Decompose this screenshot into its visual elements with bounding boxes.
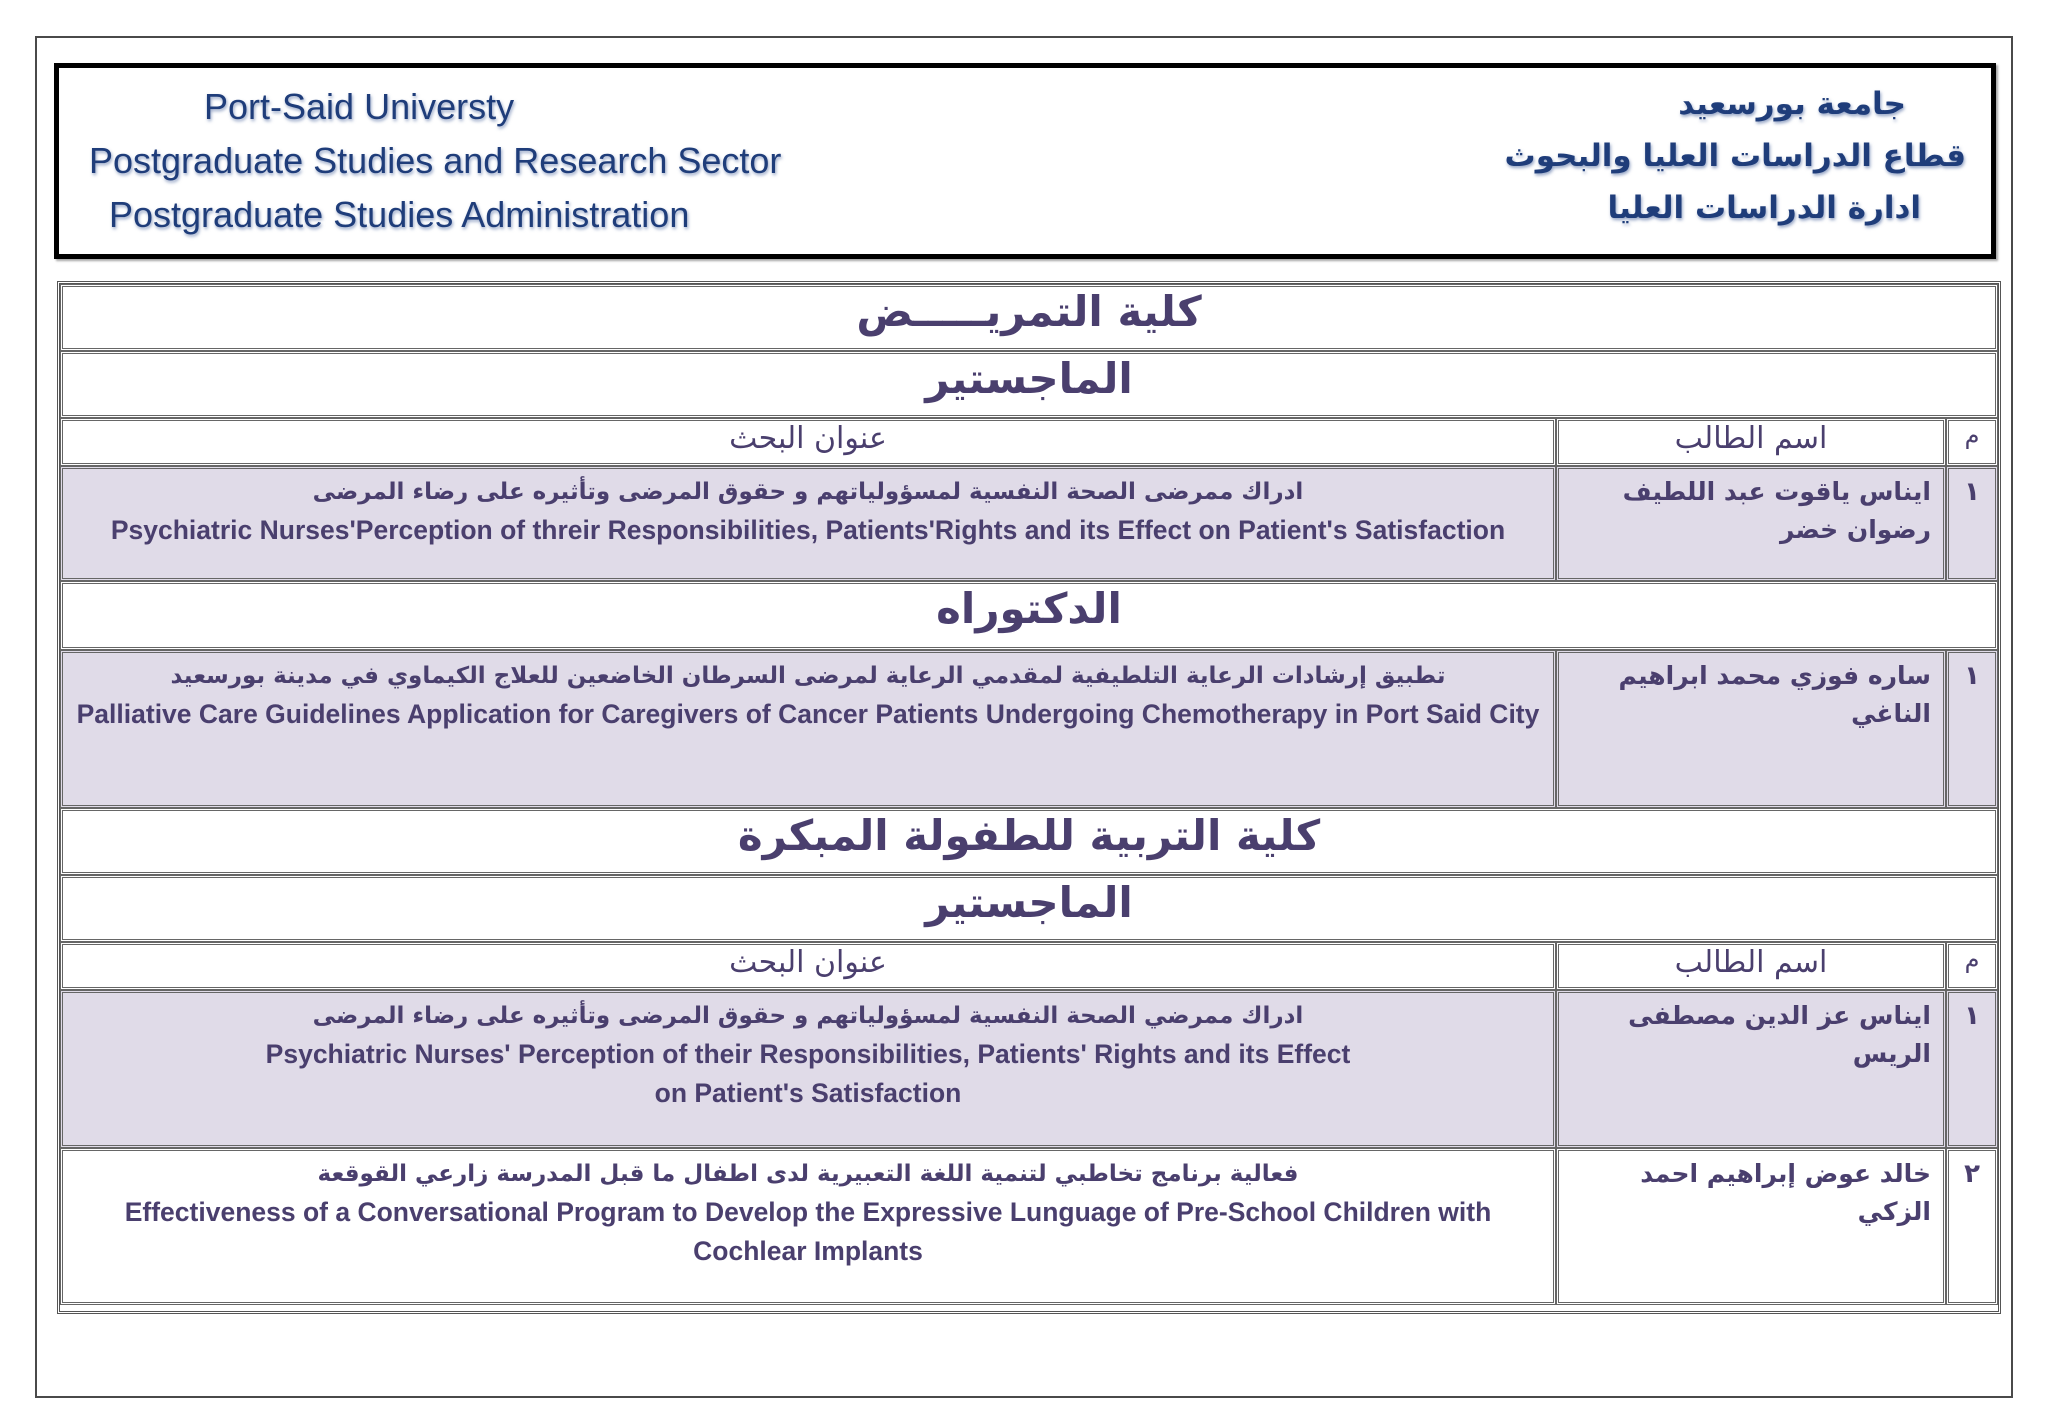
column-header-row xyxy=(60,418,1998,466)
faculty-row xyxy=(60,284,1998,351)
table-row xyxy=(60,466,1998,581)
research-title-english-line1: Psychiatric Nurses' Perception of their Responsibilities, Patients' Rights and its Effect xyxy=(265,1039,1351,1069)
results-table-container xyxy=(57,281,2001,1314)
table-row xyxy=(60,1148,1998,1305)
research-title xyxy=(60,650,1556,808)
research-title-arabic: ادراك ممرضي الصحة النفسية لمسؤولياتهم و حقوق المرضى وتأثيره على رضاء المرضى xyxy=(312,1003,1304,1029)
column-header-student-name: اسم الطالب xyxy=(1556,418,1946,466)
research-title-english: Psychiatric Nurses'Perception of threir Responsibilities, Patients'Rights and its Effect on Patient's Satisfaction xyxy=(110,515,1506,545)
faculty-name: كلية التربية للطفولة المبكرة xyxy=(60,808,1998,875)
sector-name-ar: قطاع الدراسات العليا والبحوث xyxy=(1504,138,1966,174)
degree-name: الماجستير xyxy=(60,875,1998,942)
student-name: ايناس عز الدين مصطفى الريس xyxy=(1556,990,1946,1148)
research-title-english: Palliative Care Guidelines Application for Caregivers of Cancer Patients Undergoing Chemotherapy in Port Said City xyxy=(76,699,1540,729)
research-title-arabic: ادراك ممرضى الصحة النفسية لمسؤولياتهم و حقوق المرضى وتأثيره على رضاء المرضى xyxy=(312,479,1304,505)
letterhead-english xyxy=(59,80,839,242)
research-title-english: Effectiveness of a Conversational Program to Develop the Expressive Lunguage of Pre-School Children with Cochlear Implants xyxy=(124,1197,1492,1266)
degree-row xyxy=(60,581,1998,650)
column-header-index: م xyxy=(1946,942,1998,990)
research-title-arabic: تطبيق إرشادات الرعاية التلطيفية لمقدمي الرعاية لمرضى السرطان الخاضعين للعلاج الكيماوي في مدينة بورسعيد xyxy=(170,663,1446,689)
letterhead-arabic xyxy=(1446,78,1966,234)
student-name: ايناس ياقوت عبد اللطيف رضوان خضر xyxy=(1556,466,1946,581)
faculty-name: كلية التمريـــــض xyxy=(60,284,1998,351)
administration-name-en: Postgraduate Studies Administration xyxy=(109,194,690,235)
faculty-row xyxy=(60,808,1998,875)
research-title xyxy=(60,1148,1556,1305)
student-name: ساره فوزي محمد ابراهيم الناغي xyxy=(1556,650,1946,808)
entry-index: ١ xyxy=(1946,990,1998,1148)
column-header-student-name: اسم الطالب xyxy=(1556,942,1946,990)
table-row xyxy=(60,990,1998,1148)
column-header-research-title: عنوان البحث xyxy=(60,942,1556,990)
research-title xyxy=(60,990,1556,1148)
student-name: خالد عوض إبراهيم احمد الزكي xyxy=(1556,1148,1946,1305)
degree-name: الدكتوراه xyxy=(60,581,1998,650)
research-title-arabic: فعالية برنامج تخاطبي لتنمية اللغة التعبيرية لدى اطفال ما قبل المدرسة زارعي القوقعة xyxy=(317,1161,1299,1187)
column-header-research-title: عنوان البحث xyxy=(60,418,1556,466)
degree-row xyxy=(60,351,1998,418)
entry-index: ١ xyxy=(1946,466,1998,581)
sector-name-en: Postgraduate Studies and Research Sector xyxy=(89,140,782,181)
degree-name: الماجستير xyxy=(60,351,1998,418)
research-title-english-line2: on Patient's Satisfaction xyxy=(654,1078,962,1108)
letterhead xyxy=(54,63,1996,259)
university-name-en: Port-Said Universty xyxy=(204,86,515,127)
column-header-index: م xyxy=(1946,418,1998,466)
results-table xyxy=(60,284,1998,1305)
column-header-row xyxy=(60,942,1998,990)
entry-index: ١ xyxy=(1946,650,1998,808)
university-name-ar: جامعة بورسعيد xyxy=(1678,86,1906,122)
degree-row xyxy=(60,875,1998,942)
administration-name-ar: ادارة الدراسات العليا xyxy=(1607,190,1921,226)
entry-index: ٢ xyxy=(1946,1148,1998,1305)
research-title xyxy=(60,466,1556,581)
table-row xyxy=(60,650,1998,808)
